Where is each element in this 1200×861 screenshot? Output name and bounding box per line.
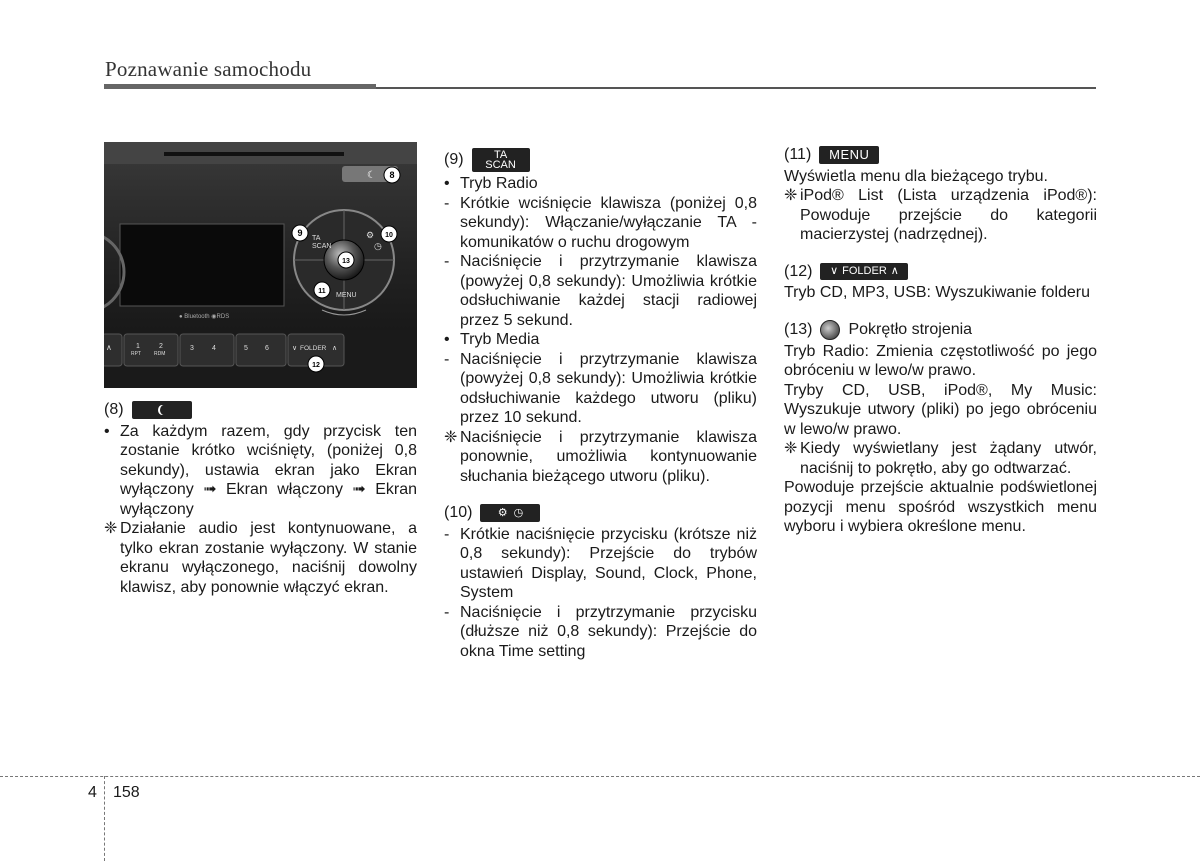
callout-13: 13	[342, 258, 350, 265]
folder-key-label: FOLDER	[842, 265, 887, 278]
item-8-note	[104, 519, 417, 597]
setup-clock-key-icon	[480, 504, 540, 522]
tuning-knob-icon	[820, 320, 840, 340]
preset-6: 6	[265, 345, 269, 352]
svg-text:⚙: ⚙	[366, 230, 375, 240]
preset-3: 3	[190, 345, 194, 352]
item-11-label: (11)	[784, 146, 812, 163]
folder-description: Tryb CD, MP3, USB: Wyszukiwanie folderu	[784, 284, 1091, 301]
audio-unit-photo	[104, 142, 417, 388]
section-title: Poznawanie samochodu	[105, 57, 312, 81]
setup-long-press-text: Naciśnięcie i przytrzymanie przycisku (dłuższe niż 0,8 sekundy): Przejście do okna Time setting	[460, 603, 757, 660]
menu-key-icon: MENU	[819, 146, 879, 164]
preset-5: 5	[244, 345, 248, 352]
dash-marker: -	[444, 603, 450, 621]
knob-note-text: Kiedy wyświetlany jest żądany utwór, naciśnij to pokrętło, aby go odtwarzać.	[800, 440, 1097, 477]
media-long-press	[444, 350, 757, 428]
svg-text:● Bluetooth ◉RDS: ● Bluetooth ◉RDS	[179, 314, 230, 320]
item-8-text: Za każdym razem, gdy przycisk ten zostanie krótko wciśnięty, (poniżej 0,8 sekundy), ustawia ekran jako Ekran wyłączony ➟ Ekran włączony ➟ Ekran wyłączony	[120, 422, 417, 518]
footer-rule	[0, 776, 1200, 777]
radio-short-press-text: Krótkie wciśnięcie klawisza (poniżej 0,8 sekundy): Włączanie/wyłączanie TA - komunikatów o ruchu drogowym	[460, 194, 757, 251]
audio-unit-illustration	[104, 142, 417, 388]
item-8-bullet	[104, 422, 417, 520]
item-13-heading	[784, 320, 1097, 340]
bullet-marker: •	[104, 422, 110, 440]
svg-text:∨: ∨	[292, 345, 298, 352]
item-11-heading	[784, 145, 1097, 165]
preset-1-sub: RPT	[131, 351, 141, 357]
media-long-press-text: Naciśnięcie i przytrzymanie klawisza (powyżej 0,8 sekundy): Umożliwia krótkie odsłuchiwanie każdego utworu (pliku) przez 10 sekund.	[460, 350, 757, 426]
item-10-heading	[444, 503, 757, 523]
panel-label-ta: TA	[312, 235, 321, 242]
knob-radio-text: Tryb Radio: Zmienia częstotliwość po jego obróceniu w lewo/w prawo.	[784, 342, 1097, 379]
preset-2-sub: RDM	[154, 351, 166, 357]
panel-label-scan: SCAN	[312, 243, 332, 250]
callout-12: 12	[312, 362, 320, 369]
ta-label: TA	[493, 149, 508, 161]
clock-icon: ◷	[513, 506, 524, 519]
setup-long-press	[444, 603, 757, 662]
bullet-marker: •	[444, 331, 450, 348]
dash-marker: -	[444, 350, 450, 368]
preset-1: 1	[136, 343, 140, 350]
svg-text:∧: ∧	[106, 343, 112, 352]
column-right	[784, 145, 1097, 537]
svg-text:☾: ☾	[367, 170, 376, 181]
chapter-number: 4	[88, 784, 97, 801]
item-8-heading	[104, 400, 417, 420]
radio-mode-title: Tryb Radio	[460, 175, 538, 192]
moon-key-icon	[132, 401, 192, 419]
knob-note	[784, 439, 1097, 478]
item-9-label: (9)	[444, 151, 464, 169]
chevron-up-icon: ∧	[890, 265, 899, 278]
gear-icon: ⚙	[497, 506, 508, 519]
footer-divider	[104, 776, 105, 861]
note-marker: ❈	[784, 440, 798, 457]
note-marker: ❈	[104, 520, 118, 537]
item-8-note-text: Działanie audio jest kontynuowane, a tylko ekran zostanie wyłączony. W stanie ekranu wyłączonego, naciśnij dowolny klawisz, aby ponownie włączyć ekran.	[120, 520, 417, 596]
note-marker: ❈	[444, 428, 458, 446]
radio-long-press-text: Naciśnięcie i przytrzymanie klawisza (powyżej 0,8 sekundy): Umożliwia krótkie odsłuchiwanie każdej stacji radiowej przez 5 sekund.	[460, 253, 757, 329]
scan-label: SCAN	[485, 159, 516, 171]
preset-4: 4	[212, 345, 216, 352]
menu-description: Wyświetla menu dla bieżącego trybu.	[784, 167, 1048, 185]
svg-text:∧: ∧	[332, 345, 338, 352]
setup-short-press	[444, 525, 757, 603]
column-middle	[444, 148, 757, 661]
knob-menu-text: Powoduje przejście aktualnie podświetlonej pozycji menu spośród wszystkich menu wyboru i wybiera określone menu.	[784, 479, 1097, 535]
panel-label-folder: FOLDER	[300, 345, 327, 352]
radio-mode	[444, 174, 757, 194]
callout-10: 10	[385, 232, 393, 239]
item-8-label: (8)	[104, 401, 124, 418]
radio-long-press	[444, 252, 757, 330]
header-rule	[104, 84, 376, 89]
dash-marker: -	[444, 253, 450, 270]
media-note-text: Naciśnięcie i przytrzymanie klawisza ponownie, umożliwia kontynuowanie słuchania bieżącego utworu (pliku).	[460, 428, 757, 485]
header-rule-thin	[376, 87, 1096, 89]
media-note	[444, 428, 757, 487]
note-marker: ❈	[784, 187, 798, 204]
page-number: 158	[113, 784, 140, 801]
preset-2: 2	[159, 343, 163, 350]
media-mode	[444, 330, 757, 350]
dash-marker: -	[444, 194, 450, 212]
column-left	[104, 400, 417, 597]
item-9-heading	[444, 148, 757, 172]
panel-label-menu: MENU	[336, 292, 357, 299]
svg-text:◷: ◷	[374, 241, 382, 251]
bullet-marker: •	[444, 175, 450, 192]
setup-short-press-text: Krótkie naciśnięcie przycisku (krótsze niż 0,8 sekundy): Przejście do trybów ustawień Display, Sound, Clock, Phone, System	[460, 525, 757, 601]
item-10-label: (10)	[444, 504, 473, 521]
ipod-note-text: iPod® List (Lista urządzenia iPod®): Powoduje przejście do kategorii macierzystej (nadrzędnej).	[800, 187, 1097, 243]
radio-short-press	[444, 194, 757, 253]
item-12-label: (12)	[784, 262, 813, 280]
callout-11: 11	[318, 288, 326, 295]
media-mode-title: Tryb Media	[460, 331, 540, 348]
ta-scan-key-icon	[472, 148, 530, 172]
knob-media-text: Tryby CD, USB, iPod®, My Music: Wyszukuje utwory (pliki) po jego obróceniu w lewo/w prawo.	[784, 381, 1097, 438]
dash-marker: -	[444, 525, 450, 543]
item-12-heading	[784, 262, 1097, 282]
knob-title: Pokrętło strojenia	[848, 320, 973, 338]
chevron-down-icon: ∨	[830, 265, 839, 278]
callout-8: 8	[389, 170, 395, 180]
folder-key-icon	[820, 263, 908, 280]
callout-9: 9	[297, 228, 303, 238]
item-13-label: (13)	[784, 320, 813, 338]
ipod-note	[784, 186, 1097, 245]
